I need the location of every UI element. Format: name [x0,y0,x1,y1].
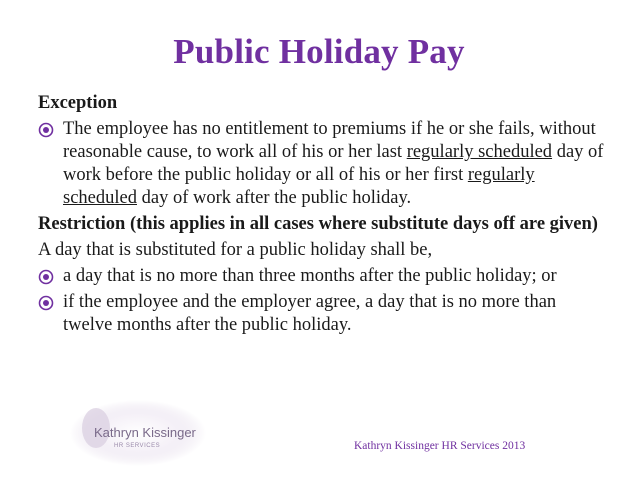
logo-subtitle: HR SERVICES [114,443,161,449]
bullet-icon [38,295,54,311]
bullet-icon [38,122,54,138]
restriction-bullet-2-text: if the employee and the employer agree, a day that is no more than twelve months after the public holiday. [63,292,557,335]
restriction-heading: Restriction (this applies in all cases where substitute days off are given) [38,214,598,234]
underlined-term-1: regularly scheduled [406,142,553,162]
slide-body [38,92,608,337]
bullet-icon [38,269,54,285]
exception-text-2: day of work before the public holiday or all of his or her first [63,142,604,185]
exception-text-3: day of work after the public holiday. [136,188,412,208]
footer-credit: Kathryn Kissinger HR Services 2013 [354,440,526,452]
slide-title: Public Holiday Pay [173,32,465,71]
restriction-bullet-1-text: a day that is no more than three months after the public holiday; or [63,266,557,286]
exception-bullet [38,118,608,210]
restriction-intro: A day that is substituted for a public holiday shall be, [38,240,433,260]
exception-text-1: The employee has no entitlement to premiums if he or she fails, without reasonable cause, to work all of his or her last [63,119,596,162]
exception-heading: Exception [38,93,118,113]
restriction-bullet-2 [38,291,608,337]
logo-name: Kathryn Kissinger [94,425,196,440]
underlined-term-2: regularly scheduled [63,165,535,208]
restriction-bullet-1 [38,265,608,288]
